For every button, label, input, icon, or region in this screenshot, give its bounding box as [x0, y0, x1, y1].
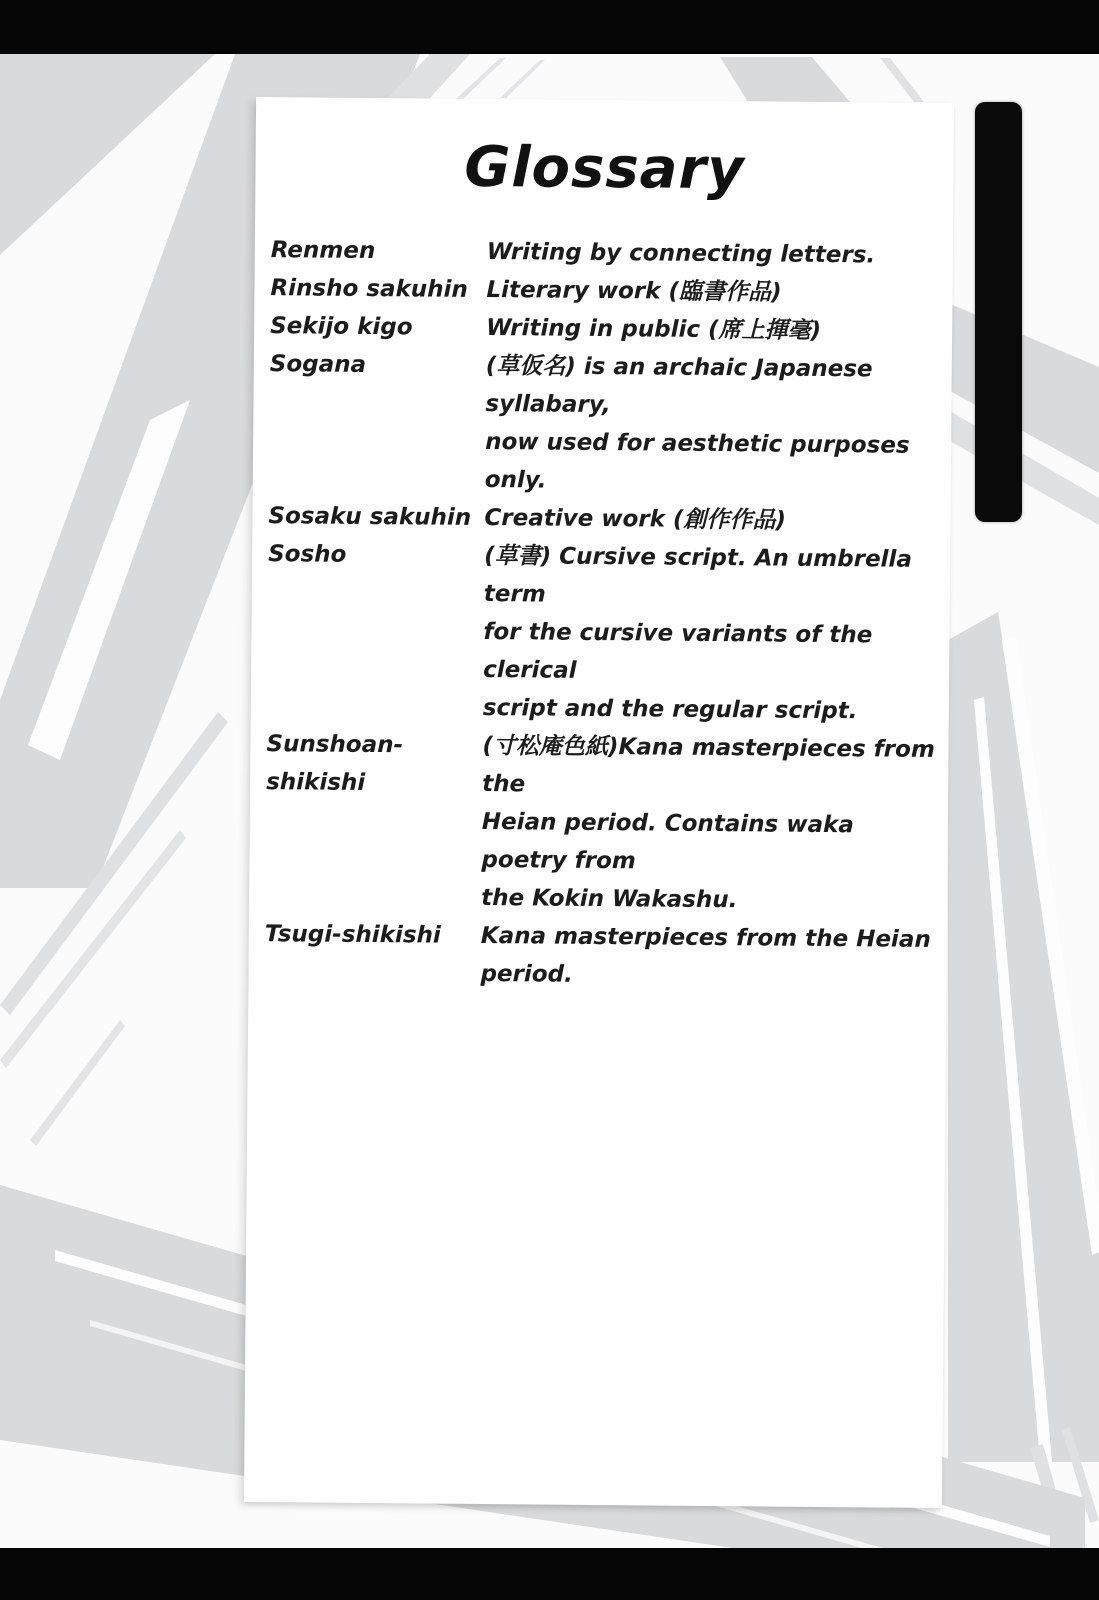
glossary-definition: Literary work (臨書作品) [486, 276, 782, 306]
glossary-entry [270, 269, 944, 313]
glossary-term: Sekijo kigo [270, 313, 413, 341]
glossary-entry [265, 725, 941, 921]
glossary-term: Tsugi-shikishi [264, 921, 441, 949]
glossary-term: Sogana [269, 351, 367, 378]
glossary-entry [271, 231, 945, 275]
glossary-entry [264, 915, 939, 997]
glossary-entry [270, 307, 944, 351]
glossary-term: Sosho [268, 541, 347, 568]
top-border-band [0, 0, 1099, 54]
glossary-definition: (寸松庵色紙)Kana masterpieces from the Heian period. Contains waka poetry from the Kokin Wakashu. [481, 732, 935, 914]
glossary-definition: Kana masterpieces from the Heian period. [480, 922, 931, 988]
glossary-definition: Writing in public (席上揮毫) [486, 314, 822, 344]
glossary-term: Rinsho sakuhin [270, 275, 468, 303]
glossary-term: Sunshoan-shikishi [266, 731, 404, 796]
glossary-definition: Writing by connecting letters. [486, 239, 876, 269]
glossary-term: Renmen [270, 237, 376, 265]
glossary-term: Sosaku sakuhin [268, 503, 472, 531]
glossary-entry [267, 535, 943, 731]
glossary-list [248, 231, 953, 997]
page-title: Glossary [464, 134, 745, 203]
glossary-entry [269, 345, 944, 503]
glossary-definition: (草書) Cursive script. An umbrella term for the cursive variants of the clerical script and the regular script. [482, 542, 913, 725]
glossary-definition: (草仮名) is an archaic Japanese syllabary, now used for aesthetic purposes only. [484, 352, 910, 494]
glossary-panel [244, 97, 954, 1508]
glossary-entry [268, 497, 942, 541]
bottom-border-band [0, 1548, 1099, 1600]
glossary-definition: Creative work (創作作品) [484, 504, 787, 534]
chapter-marker-bar [975, 102, 1022, 522]
